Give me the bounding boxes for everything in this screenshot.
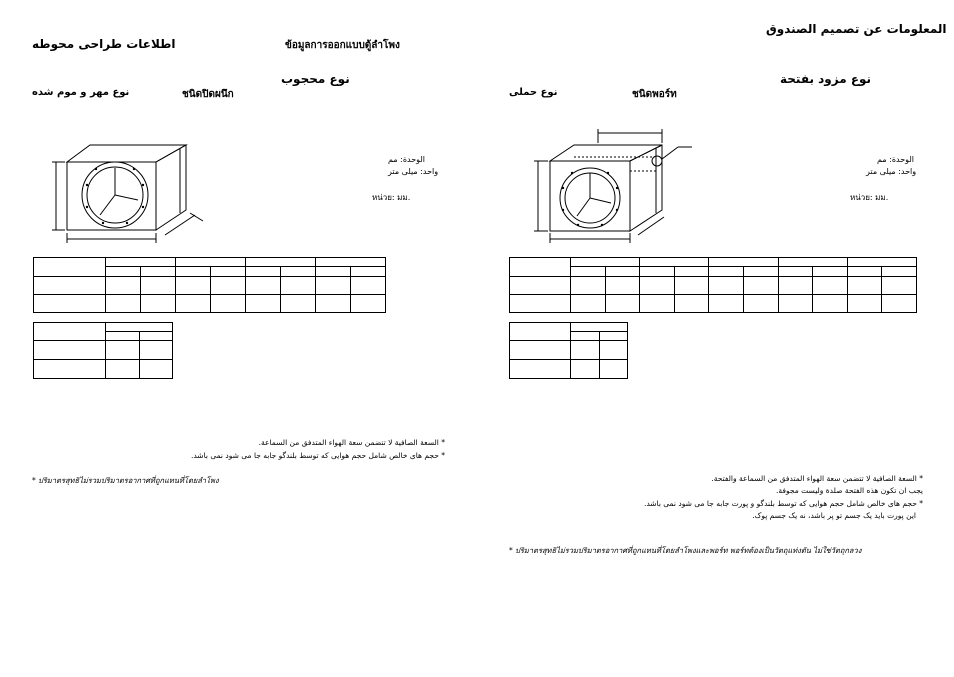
- page-title-thai: ข้อมูลการออกแบบตู้ลำโพง: [285, 40, 400, 51]
- ported-unit-thai: หน่วย: มม.: [850, 193, 889, 202]
- ported-note-arabic-1: * السعة الصافية لا تتضمن سعة الهواء المتدفق من السماعة والفتحة.: [711, 474, 923, 483]
- sealed-dimension-table: [33, 257, 386, 313]
- ported-box-diagram: [520, 125, 700, 250]
- sealed-unit-arabic: الوحدة: مم: [388, 155, 425, 164]
- ported-dimension-table: [509, 257, 917, 313]
- ported-note-thai: * ปริมาตรสุทธิไม่รวมปริมาตรอากาศที่ถูกแทนที่โดยลำโพงและพอร์ท พอร์ทต้องเป็นวัตถุแท่งตัน ไม่ใช่วัตถุกลวง: [509, 546, 862, 555]
- sealed-title-arabic: نوع محجوب: [281, 72, 350, 86]
- sealed-unit-thai: หน่วย: มม.: [372, 193, 411, 202]
- sealed-note-persian: * حجم های خالص شامل حجم هوایی که توسط بلندگو جابه جا می شود نمی باشد.: [190, 451, 445, 460]
- ported-title-persian: نوع حملی: [509, 87, 558, 98]
- sealed-title-persian: نوع مهر و موم شده: [32, 87, 130, 98]
- sealed-note-arabic: * السعة الصافية لا تتضمن سعة الهواء المتدفق من السماعة.: [258, 438, 445, 447]
- ported-unit-arabic: الوحدة: مم: [877, 155, 914, 164]
- sealed-note-thai: * ปริมาตรสุทธิไม่รวมปริมาตรอากาศที่ถูกแทนที่โดยลำโพง: [32, 476, 219, 485]
- ported-title-arabic: نوع مزود بفتحة: [780, 72, 872, 86]
- ported-unit-persian: واحد: میلی متر: [866, 167, 917, 176]
- page-title-persian: اطلاعات طراحی محوطه: [32, 37, 176, 51]
- sealed-title-thai: ชนิดปิดผนึก: [182, 89, 234, 100]
- sealed-box-diagram: [45, 135, 215, 250]
- ported-note-arabic-2: يجب ان تكون هذه الفتحة صلدة وليست مجوفة.: [776, 486, 923, 495]
- sealed-volume-table: [33, 322, 173, 379]
- page-title-arabic: المعلومات عن تصميم الصندوق: [766, 22, 947, 36]
- ported-note-persian-1: * حجم های خالص شامل حجم هوایی که توسط بلندگو و پورت جابه جا می شود نمی باشد.: [643, 499, 923, 508]
- sealed-unit-persian: واحد: میلی متر: [388, 167, 439, 176]
- ported-title-thai: ชนิดพอร์ท: [632, 89, 677, 100]
- ported-note-persian-2: این پورت باید یک جسم تو پر باشد، نه یک جسم پوک.: [752, 511, 916, 520]
- ported-volume-table: [509, 322, 628, 379]
